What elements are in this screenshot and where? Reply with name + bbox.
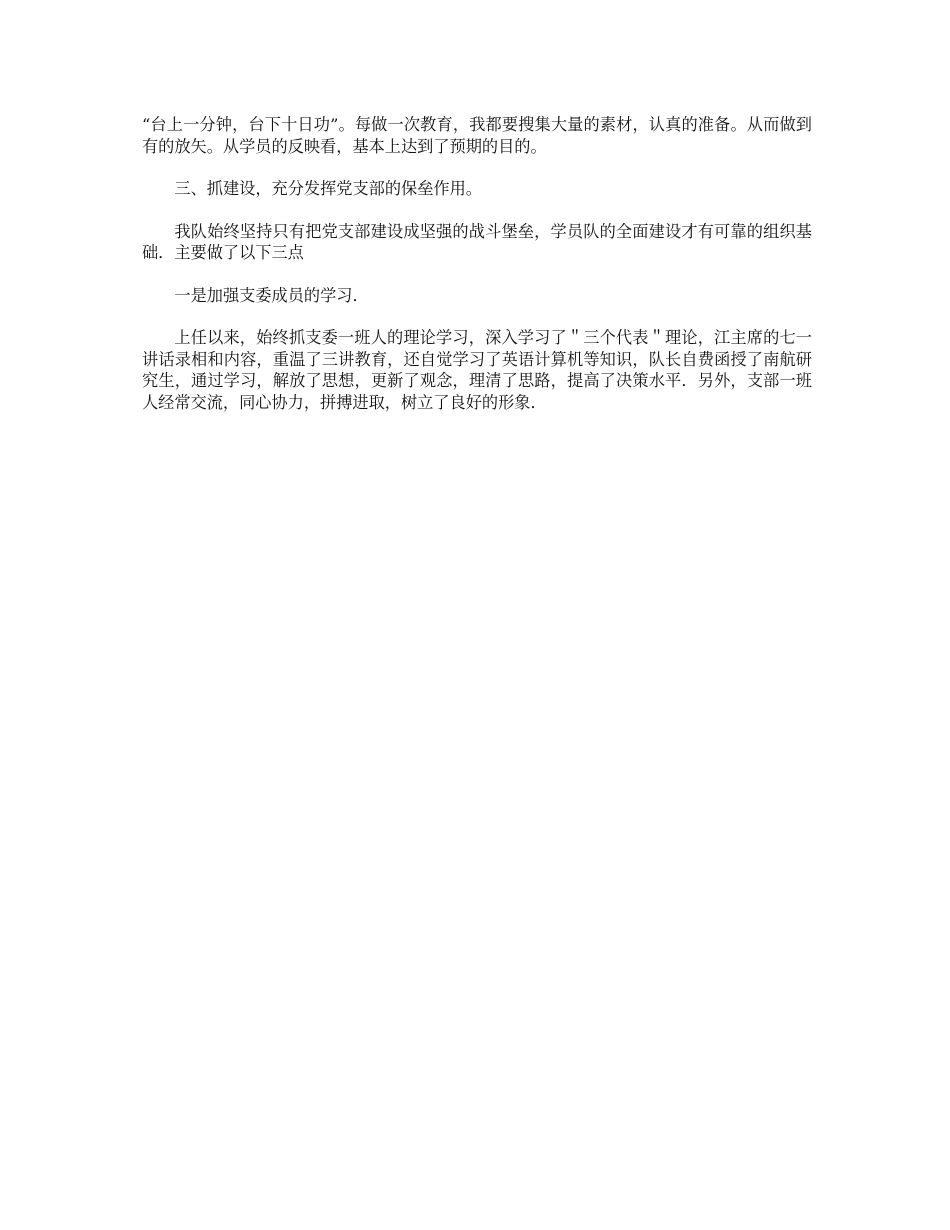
- paragraph-education-preparation: “台上一分钟，台下十日功”。每做一次教育，我都要搜集大量的素材，认真的准备。从而做到有的放矢。从学员的反映看，基本上达到了预期的目的。: [142, 115, 812, 156]
- paragraph-gap: [142, 157, 812, 178]
- subheading-committee-study: 一是加强支委成员的学习．: [174, 285, 369, 305]
- paragraph-gap: [142, 264, 812, 285]
- document-body: [142, 114, 812, 413]
- section-heading-party-branch: 三、抓建设，充分发挥党支部的保垒作用。: [174, 179, 482, 198]
- paragraph-gap: [142, 200, 812, 221]
- paragraph-branch-construction: 我队始终坚持只有把党支部建设成坚强的战斗堡垒，学员队的全面建设才有可靠的组织基础．主要做了以下三点: [142, 221, 812, 262]
- paragraph-gap: [142, 306, 812, 327]
- paragraph-theory-study: 上任以来，始终抓支委一班人的理论学习，深入学习了＂三个代表＂理论，江主席的七一讲话录相和内容，重温了三讲教育，还自觉学习了英语计算机等知识，队长自费函授了南航研究生，通过学习，解放了思想，更新了观念，理清了思路，提高了决策水平．另外，支部一班人经常交流，同心协力，拼搏进取，树立了良好的形象．: [142, 328, 812, 412]
